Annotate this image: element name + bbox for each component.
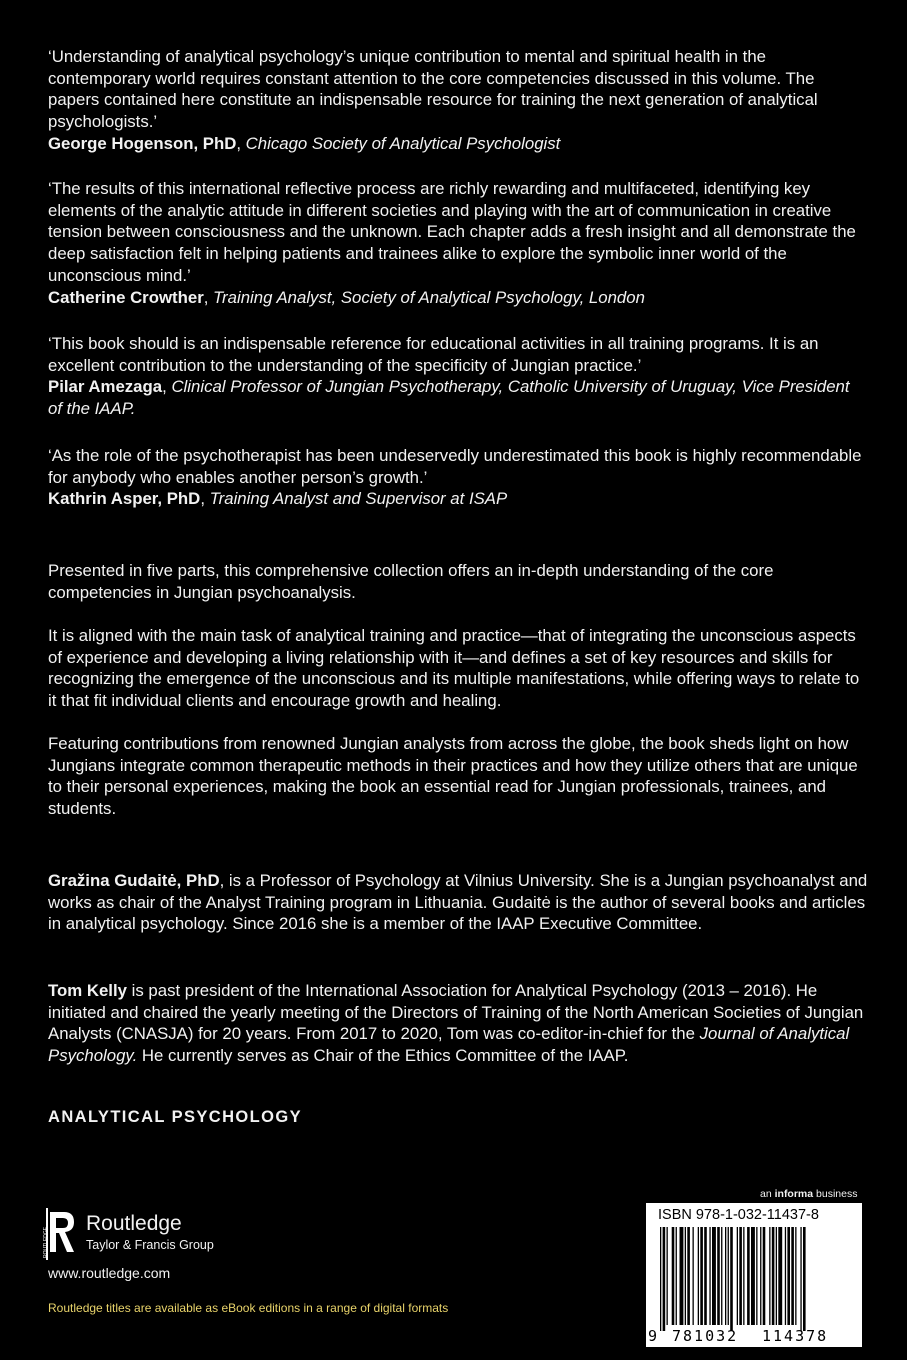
barcode-bar [672, 1227, 675, 1325]
author-bio [48, 980, 868, 1067]
barcode-bar [730, 1227, 733, 1331]
quote-text: ‘Understanding of analytical psychology’s unique contribution to mental and spiritual health in the contemporary world requires constant attention to the core competencies discussed in this volume. The papers contained here constitute an indispensable resource for training the next generation of analytical psychologists.’ [48, 47, 818, 132]
barcode-bar [660, 1227, 661, 1331]
barcode-bar [709, 1227, 710, 1325]
author-bio [48, 870, 868, 935]
barcode-bar [747, 1227, 750, 1325]
barcode-bar [717, 1227, 720, 1325]
barcode-bar [698, 1227, 699, 1325]
barcode-bars [660, 1227, 852, 1331]
barcode-bar [756, 1227, 757, 1325]
barcode-bar [693, 1227, 694, 1325]
barcode-bar [739, 1227, 742, 1325]
publisher-group: Taylor & Francis Group [86, 1238, 214, 1252]
reviewer-role: Training Analyst, Society of Analytical Psychology, London [213, 287, 645, 307]
barcode-bar [795, 1227, 796, 1325]
barcode-bar [800, 1227, 801, 1331]
reviewer-role: Chicago Society of Analytical Psychologist [245, 133, 561, 153]
quote-text: ‘As the role of the psychotherapist has been undeservedly underestimated this book is highly recommendable for anybody who enables another person’s growth.’ [48, 446, 862, 487]
barcode-bar [760, 1227, 761, 1325]
quote-text: ‘This book should is an indispensable reference for educational activities in all training programs. It is an excellent contribution to the understanding of the specificity of Jungian practice.’ [48, 334, 819, 375]
review-quote [48, 178, 863, 308]
barcode-bar [785, 1227, 786, 1325]
barcode-bar [791, 1227, 794, 1325]
quote-attribution: Kathrin Asper, PhD, Training Analyst and Supervisor at ISAP [48, 489, 508, 509]
description-paragraph: Presented in five parts, this comprehensive collection offers an in-depth understanding of the core competencies in Jungian psychoanalysis. [48, 561, 774, 602]
barcode-bar [700, 1227, 703, 1325]
barcode-bar [728, 1227, 729, 1325]
barcode-bar [737, 1227, 738, 1325]
routledge-logo [43, 1208, 236, 1260]
subject-category: ANALYTICAL PSYCHOLOGY [48, 1108, 303, 1126]
bio-text: is past president of the International Association for Analytical Psychology (2013 – 2016). He initiated and chaired the yearly meeting of the Directors of Training of the North American Societies of Jungian Analysts (CNASJA) for 20 years. From 2017 to 2020, Tom was co-editor-in-chief for the [48, 981, 864, 1044]
barcode-bar [803, 1227, 806, 1331]
review-quote [48, 46, 863, 155]
barcode-bar [712, 1227, 716, 1325]
reviewer-role: Clinical Professor of Jungian Psychotherapy, Catholic University of Uruguay, Vice President of the IAAP. [48, 377, 850, 419]
description-paragraph: It is aligned with the main task of analytical training and practice—that of integrating the unconscious aspects of experience and developing a living relationship with it—and defines a set of key resources and skills for recognizing the emergence of the unconscious and its multiple manifestations, while offering ways to relate to it that fit individual clients and encourage growth and healing. [48, 626, 860, 711]
quote-attribution: Catherine Crowther, Training Analyst, Society of Analytical Psychology, London [48, 287, 645, 307]
isbn-label: ISBN 978-1-032-11437-8 [658, 1207, 819, 1223]
barcode-bar [772, 1227, 775, 1325]
barcode-bar [776, 1227, 777, 1325]
reviewer-name: Kathrin Asper, PhD [48, 489, 201, 509]
barcode-digit-right: 114378 [762, 1327, 829, 1345]
reviewer-role: Training Analyst and Supervisor at ISAP [209, 489, 508, 509]
barcode-bar [676, 1227, 677, 1325]
barcode-bar [743, 1227, 744, 1325]
description-paragraph: Featuring contributions from renowned Jungian analysts from across the globe, the book sheds light on how Jungians integrate common therapeutic methods in their practices and how they utilize others that are unique to their personal experiences, making the book an essential read for Jungian professionals, trainees, and students. [48, 734, 858, 819]
quote-attribution: Pilar Amezaga, Clinical Professor of Jungian Psychotherapy, Catholic University of Uruguay, Vice President of the IAAP. [48, 377, 850, 419]
review-quote [48, 445, 863, 510]
barcode-bar [725, 1227, 726, 1325]
quote-attribution: George Hogenson, PhD, Chicago Society of Analytical Psychologist [48, 133, 561, 153]
reviewer-name: Catherine Crowther [48, 287, 204, 307]
svg-text:ROUTLEDGE: ROUTLEDGE [43, 1226, 49, 1258]
barcode-bar [751, 1227, 755, 1325]
reviewer-name: George Hogenson, PhD [48, 133, 237, 153]
bio-text: He currently serves as Chair of the Ethics Committee of the IAAP. [137, 1046, 629, 1066]
journal-title: Journal of Analytical Psychology. [48, 1024, 850, 1066]
barcode-bar [687, 1227, 690, 1325]
routledge-r-icon [43, 1208, 78, 1260]
author-name: Tom Kelly [48, 981, 127, 1000]
ebook-note: Routledge titles are available as eBook editions in a range of digital formats [48, 1301, 449, 1315]
barcode-bar [721, 1227, 722, 1325]
barcode-digit-lead: 9 [648, 1327, 658, 1345]
barcode-bar [680, 1227, 684, 1325]
barcode-bar [778, 1227, 782, 1325]
quote-text: ‘The results of this international reflective process are richly rewarding and multifaceted, identifying key elements of the analytic attitude in different societies and playing with the art of communication in creative tension between consciousness and the unknown. Each chapter adds a fresh insight and all demonstrate the deep satisfaction felt in helping patients and trainees alike to explore the symbolic inner world of the unconscious mind.’ [48, 179, 856, 285]
barcode-bar [663, 1227, 666, 1331]
informa-tagline: an informa business [760, 1188, 858, 1200]
reviewer-name: Pilar Amezaga [48, 377, 163, 397]
barcode-bar [787, 1227, 790, 1325]
barcode-bar [667, 1227, 668, 1325]
barcode-bar [685, 1227, 686, 1325]
author-name: Gražina Gudaitė, PhD [48, 871, 220, 890]
barcode-digit-left: 781032 [672, 1327, 739, 1345]
review-quote [48, 333, 863, 420]
isbn-barcode [646, 1203, 862, 1347]
publisher-url[interactable]: www.routledge.com [48, 1265, 171, 1281]
barcode-bar [763, 1227, 766, 1325]
barcode-bar [769, 1227, 770, 1325]
barcode-bar [704, 1227, 707, 1325]
bio-text: , is a Professor of Psychology at Vilnius University. She is a Jungian psychoanalyst and works as chair of the Analyst Training program in Lithuania. Gudaitė is the author of several books and articles in analytical psychology. Since 2016 she is a member of the IAAP Executive Committee. [48, 871, 868, 934]
publisher-name: Routledge [86, 1212, 182, 1235]
barcode-digits [646, 1327, 862, 1347]
